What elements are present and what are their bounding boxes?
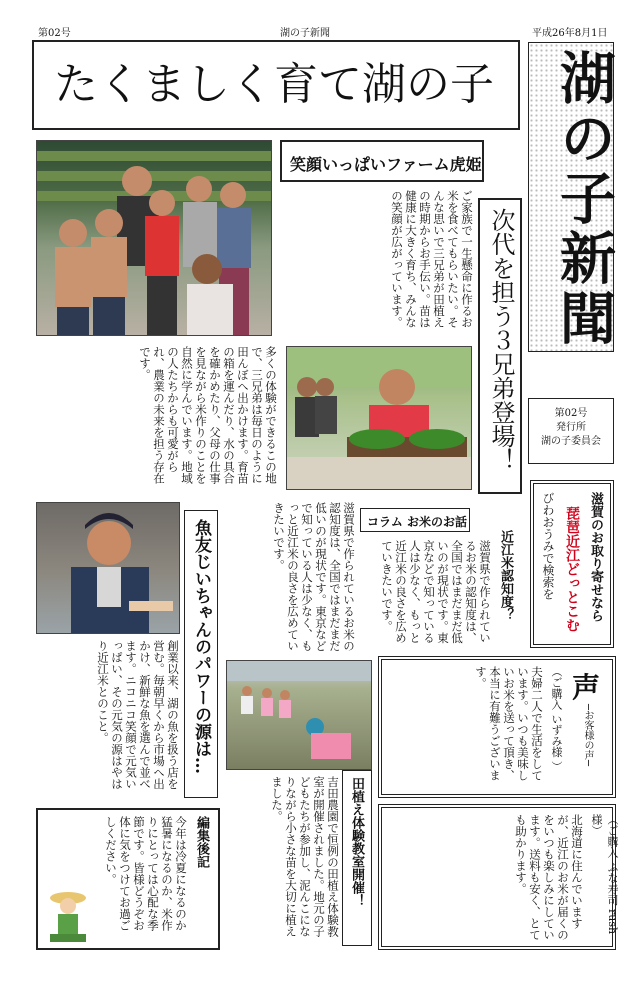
- headline: たくましく育て湖の子: [54, 59, 494, 110]
- ad-search: びわおうみで検索を: [541, 492, 555, 600]
- brothers-title-box: [478, 198, 522, 494]
- planting-photo: [226, 660, 372, 770]
- column-left-text: 滋賀県で作られているお米の認知度は、全国ではまだまだ低いのが現状です。東京などで知っている人は少なく、もっと近江米の良さを広めていきたいです。: [272, 502, 356, 652]
- farm-title-box: [280, 140, 484, 182]
- issue-number: 第02号: [38, 28, 71, 39]
- voice-customer2: （ご購入 ふな寿司 rush様）: [590, 814, 619, 935]
- voice-text1: 夫婦二人で生活をしています。いつも美味しいお米を送って頂き、本当に有難うございます。: [474, 666, 544, 781]
- paper-name: 湖の子新聞: [280, 28, 330, 39]
- editor-title: 編集後記: [194, 816, 209, 868]
- planting-title: 田植え体験教室開催！: [349, 777, 364, 907]
- brothers-title: 次代を担う３兄弟登場！: [487, 208, 515, 472]
- voice-box-1: [378, 656, 616, 798]
- ad-box: [530, 480, 614, 648]
- planting-photo-figures: [227, 661, 372, 770]
- publisher-name: 湖の子委員会: [541, 436, 601, 447]
- grandpa-title: 魚友じいちゃんのパワーの源は…: [191, 519, 211, 774]
- voice-customer1: （ご購入 いずみ様 ）: [550, 666, 563, 772]
- issue-date: 平成26年8月1日: [532, 28, 608, 39]
- family-photo: [36, 140, 272, 336]
- column-text: 滋賀県で作られているお米の認知度は、全国ではまだまだ低いのが現状です。東京などで知っている人は少なく、もっと近江米の良さを広めていきたいです。: [380, 540, 492, 644]
- masthead: [528, 42, 614, 352]
- column-label: コラム お米のお話: [367, 515, 468, 529]
- column-subtitle: 近江米認知度？: [498, 530, 513, 621]
- boy-photo: [286, 346, 472, 490]
- grandpa-text: 創業以来、湖の魚を扱う店を営む。毎朝早くから市場へ出かけ、新鮮な魚を選んで並べます。ニコニコ笑顔で元気いっぱい、その元気の源はやはり近江米とのこと。: [96, 640, 180, 790]
- publisher-box: [528, 398, 614, 464]
- farm-text: ご家族で一生懸命に作るお米を食べてもらいたい。そんな思いで三兄弟が田植えの時期からお手伝い。苗は健康に大きく育ち、みんなの笑顔が広がっています。: [390, 190, 474, 328]
- grandpa-title-box: [184, 510, 218, 798]
- grandpa-photo-figure: [37, 503, 180, 634]
- publisher-issue: 第02号: [554, 408, 588, 419]
- farm-title: 笑顔いっぱいファーム虎姫: [290, 155, 482, 174]
- ad-highlight[interactable]: 琵琶近江どっとこむ: [564, 506, 580, 632]
- voice-text2: 北海道に住んでいますが、近江のお米が届くのをいつも楽しみにしています。送料も安く、とても助かります。: [514, 814, 584, 941]
- voice-box-2: [378, 804, 619, 950]
- boy-photo-figures: [287, 347, 472, 490]
- planting-title-box: [342, 770, 372, 946]
- family-photo-figures: [37, 141, 272, 336]
- editor-text: 今年は冷夏になるのか猛暑になるのか、米作りにとっては心配な季節です。皆様どうぞお体に気をつけてお過ごしください。: [104, 816, 188, 931]
- brothers-text: 多くの体験ができるこの地で、三兄弟は毎日のように田んぼへ出かけます。育苗の箱を運んだり、水の具合を確かめたり、父母の仕事を見ながら米作りのことを自然に学んでいます。地域の人たちからも可愛がられ、農業の未来を担う存在です。: [138, 346, 278, 484]
- publisher-label: 発行所: [556, 422, 586, 433]
- column-label-box: [360, 508, 470, 532]
- editor-box: [36, 808, 220, 950]
- ad-line1: 滋賀のお取り寄せなら: [588, 492, 603, 622]
- headline-box: [32, 40, 520, 130]
- grandpa-photo: [36, 502, 180, 634]
- voice-subtitle: ─お客様の声─: [582, 704, 593, 767]
- farmer-illustration: [42, 888, 94, 944]
- planting-text: 吉田農園で恒例の田植え体験教室が開催されました。地元の子どもたちが参加し、泥んこになりながら小さな苗を大切に植えました。: [270, 776, 340, 937]
- masthead-title: 湖の子新聞: [551, 49, 616, 349]
- voice-title: 声: [572, 671, 601, 704]
